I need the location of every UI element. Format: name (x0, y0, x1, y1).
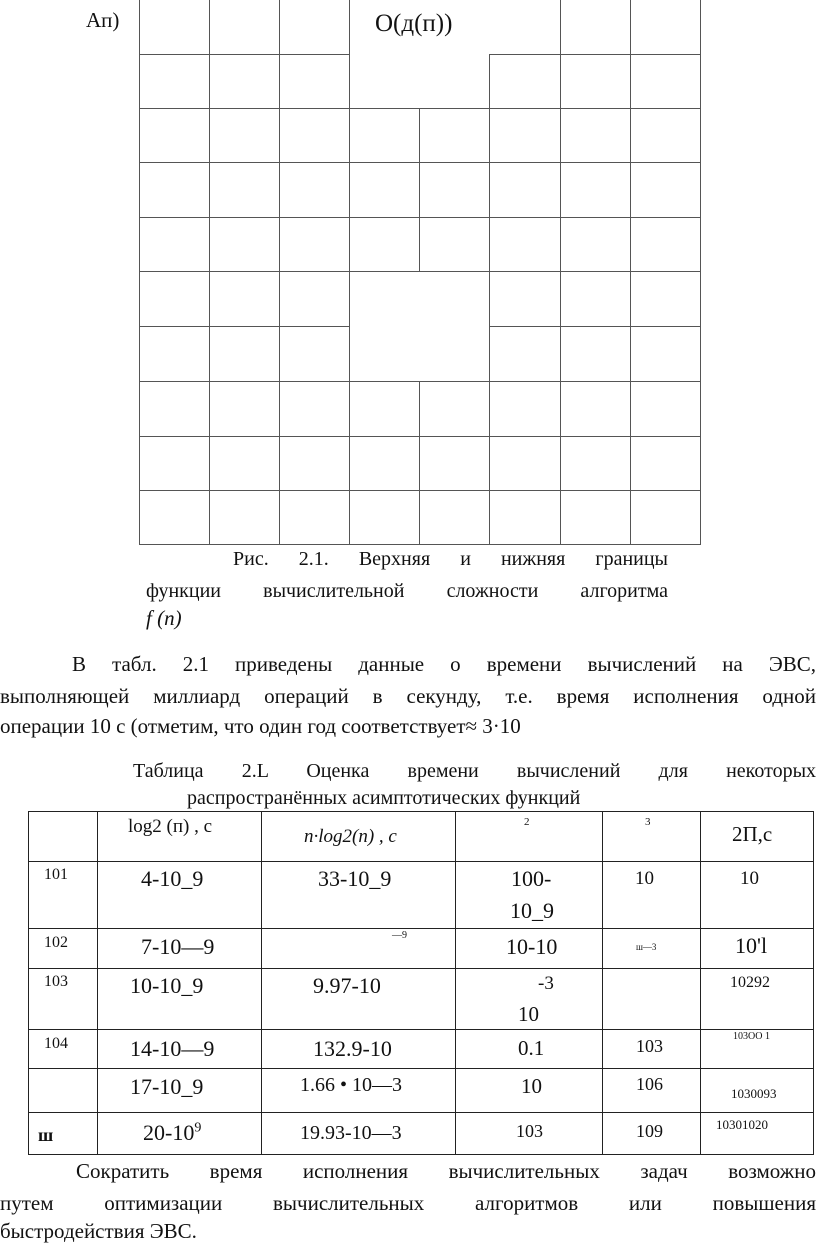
table-cell: 103 (516, 1121, 543, 1141)
table-header: n·log2(n) , с (304, 826, 397, 847)
paragraph-line: выполняющей миллиард операций в секунду, т.е. время исполнения одной (0, 684, 816, 708)
table-cell: 10_9 (510, 898, 554, 923)
table-cell: 101 (44, 866, 68, 883)
grid-line (139, 271, 701, 272)
table-border (700, 811, 701, 1155)
table-header: log2 (п) , с (128, 816, 213, 837)
table-border (28, 861, 814, 862)
table-caption-line: распространённых асимптотических функций (187, 787, 581, 809)
table-cell: 103 (636, 1036, 663, 1056)
paragraph-line: В табл. 2.1 приведены данные о времени вычислений на ЭВС, (72, 652, 816, 676)
grid-line (139, 381, 701, 382)
table-cell-superscript: 9 (194, 1120, 202, 1136)
table-cell: 4-10_9 (141, 866, 204, 891)
table-border (813, 811, 814, 1155)
grid-line (139, 490, 701, 491)
grid-line (139, 162, 701, 163)
table-border (28, 1112, 814, 1113)
table-border (261, 811, 262, 1155)
paragraph-line: путем оптимизации вычислительных алгоритмов или повышения (0, 1191, 816, 1215)
table-header: 2 (524, 816, 530, 828)
table-border (97, 811, 98, 1155)
grid-line (139, 0, 140, 545)
grid-line (630, 0, 631, 545)
table-cell: 10292 (730, 974, 770, 991)
table-caption-line: Таблица 2.L Оценка времени вычислений для некоторых (133, 760, 816, 782)
table-border (28, 811, 814, 812)
figure-top-label: О(д(п)) (375, 10, 453, 37)
table-cell: 7-10—9 (141, 934, 215, 959)
table-cell: 10-10_9 (130, 973, 204, 998)
table-cell: ш—3 (636, 942, 657, 952)
table-cell: ш (38, 1125, 54, 1145)
paragraph-line: Сократить время исполнения вычислительных задач возможно (76, 1159, 816, 1183)
table-cell: 132.9-10 (313, 1036, 392, 1061)
table-cell: -3 (538, 973, 554, 994)
figure-caption-formula: f (n) (146, 606, 182, 630)
table-cell: 10 (521, 1074, 542, 1098)
table-cell: 10'l (735, 933, 768, 958)
grid-line (419, 108, 420, 271)
grid-line (139, 217, 701, 218)
table-border (455, 811, 456, 1155)
grid-line (139, 436, 701, 437)
table-cell: 1.66 • 10—3 (300, 1074, 403, 1096)
table-cell: 103 (44, 973, 68, 990)
grid-line (560, 0, 561, 545)
table-cell: 103OO 1 (733, 1031, 770, 1042)
grid-line (209, 0, 210, 545)
table-cell (143, 1120, 201, 1146)
figure-caption-line: функции вычислительной сложности алгоритма (146, 580, 668, 602)
table-cell: 17-10_9 (130, 1074, 204, 1099)
grid-line (489, 326, 701, 327)
figure-y-label: Ап) (86, 8, 120, 32)
grid-line (349, 0, 350, 545)
table-cell: 10 (740, 868, 759, 889)
table-cell: 0.1 (518, 1036, 545, 1060)
grid-line (489, 54, 490, 545)
table-cell: 106 (636, 1074, 663, 1094)
grid-line (139, 544, 701, 545)
paragraph-line: операции 10 с (отметим, что один год соответствует≈ 3·10 (0, 714, 521, 738)
grid-line (419, 381, 420, 545)
table-cell: 100- (511, 866, 552, 891)
grid-line (489, 54, 701, 55)
table-cell: 1030093 (731, 1086, 777, 1101)
grid-line (700, 0, 701, 545)
table-cell: —9 (392, 930, 407, 941)
table-cell: 33-10_9 (318, 866, 392, 891)
table-border (602, 811, 603, 1155)
table-cell: 19.93-10—3 (300, 1122, 402, 1144)
grid-line (139, 326, 350, 327)
figure-caption-line: Рис. 2.1. Верхняя и нижняя границы (233, 548, 668, 570)
table-cell: 10 (518, 1002, 539, 1026)
grid-line (279, 0, 280, 545)
table-cell: 104 (44, 1035, 68, 1052)
table-cell: 102 (44, 934, 68, 951)
table-cell: 10 (635, 868, 654, 889)
table-border (28, 1068, 814, 1069)
table-cell: 10301020 (716, 1117, 768, 1132)
table-cell: 9.97-10 (313, 973, 381, 998)
table-cell: 14-10—9 (130, 1036, 215, 1061)
table-cell: 109 (636, 1121, 663, 1141)
paragraph-line: быстродействия ЭВС. (0, 1219, 197, 1243)
table-border (28, 1154, 814, 1155)
grid-line (139, 54, 350, 55)
grid-line (139, 108, 701, 109)
table-border (28, 928, 814, 929)
table-border (28, 811, 29, 1155)
table-border (28, 1029, 814, 1030)
table-header: 2П,с (732, 822, 773, 846)
table-header: 3 (645, 816, 651, 828)
table-cell-value: 20-10 (143, 1120, 195, 1145)
table-border (28, 968, 814, 969)
table-cell: 10-10 (506, 934, 558, 959)
